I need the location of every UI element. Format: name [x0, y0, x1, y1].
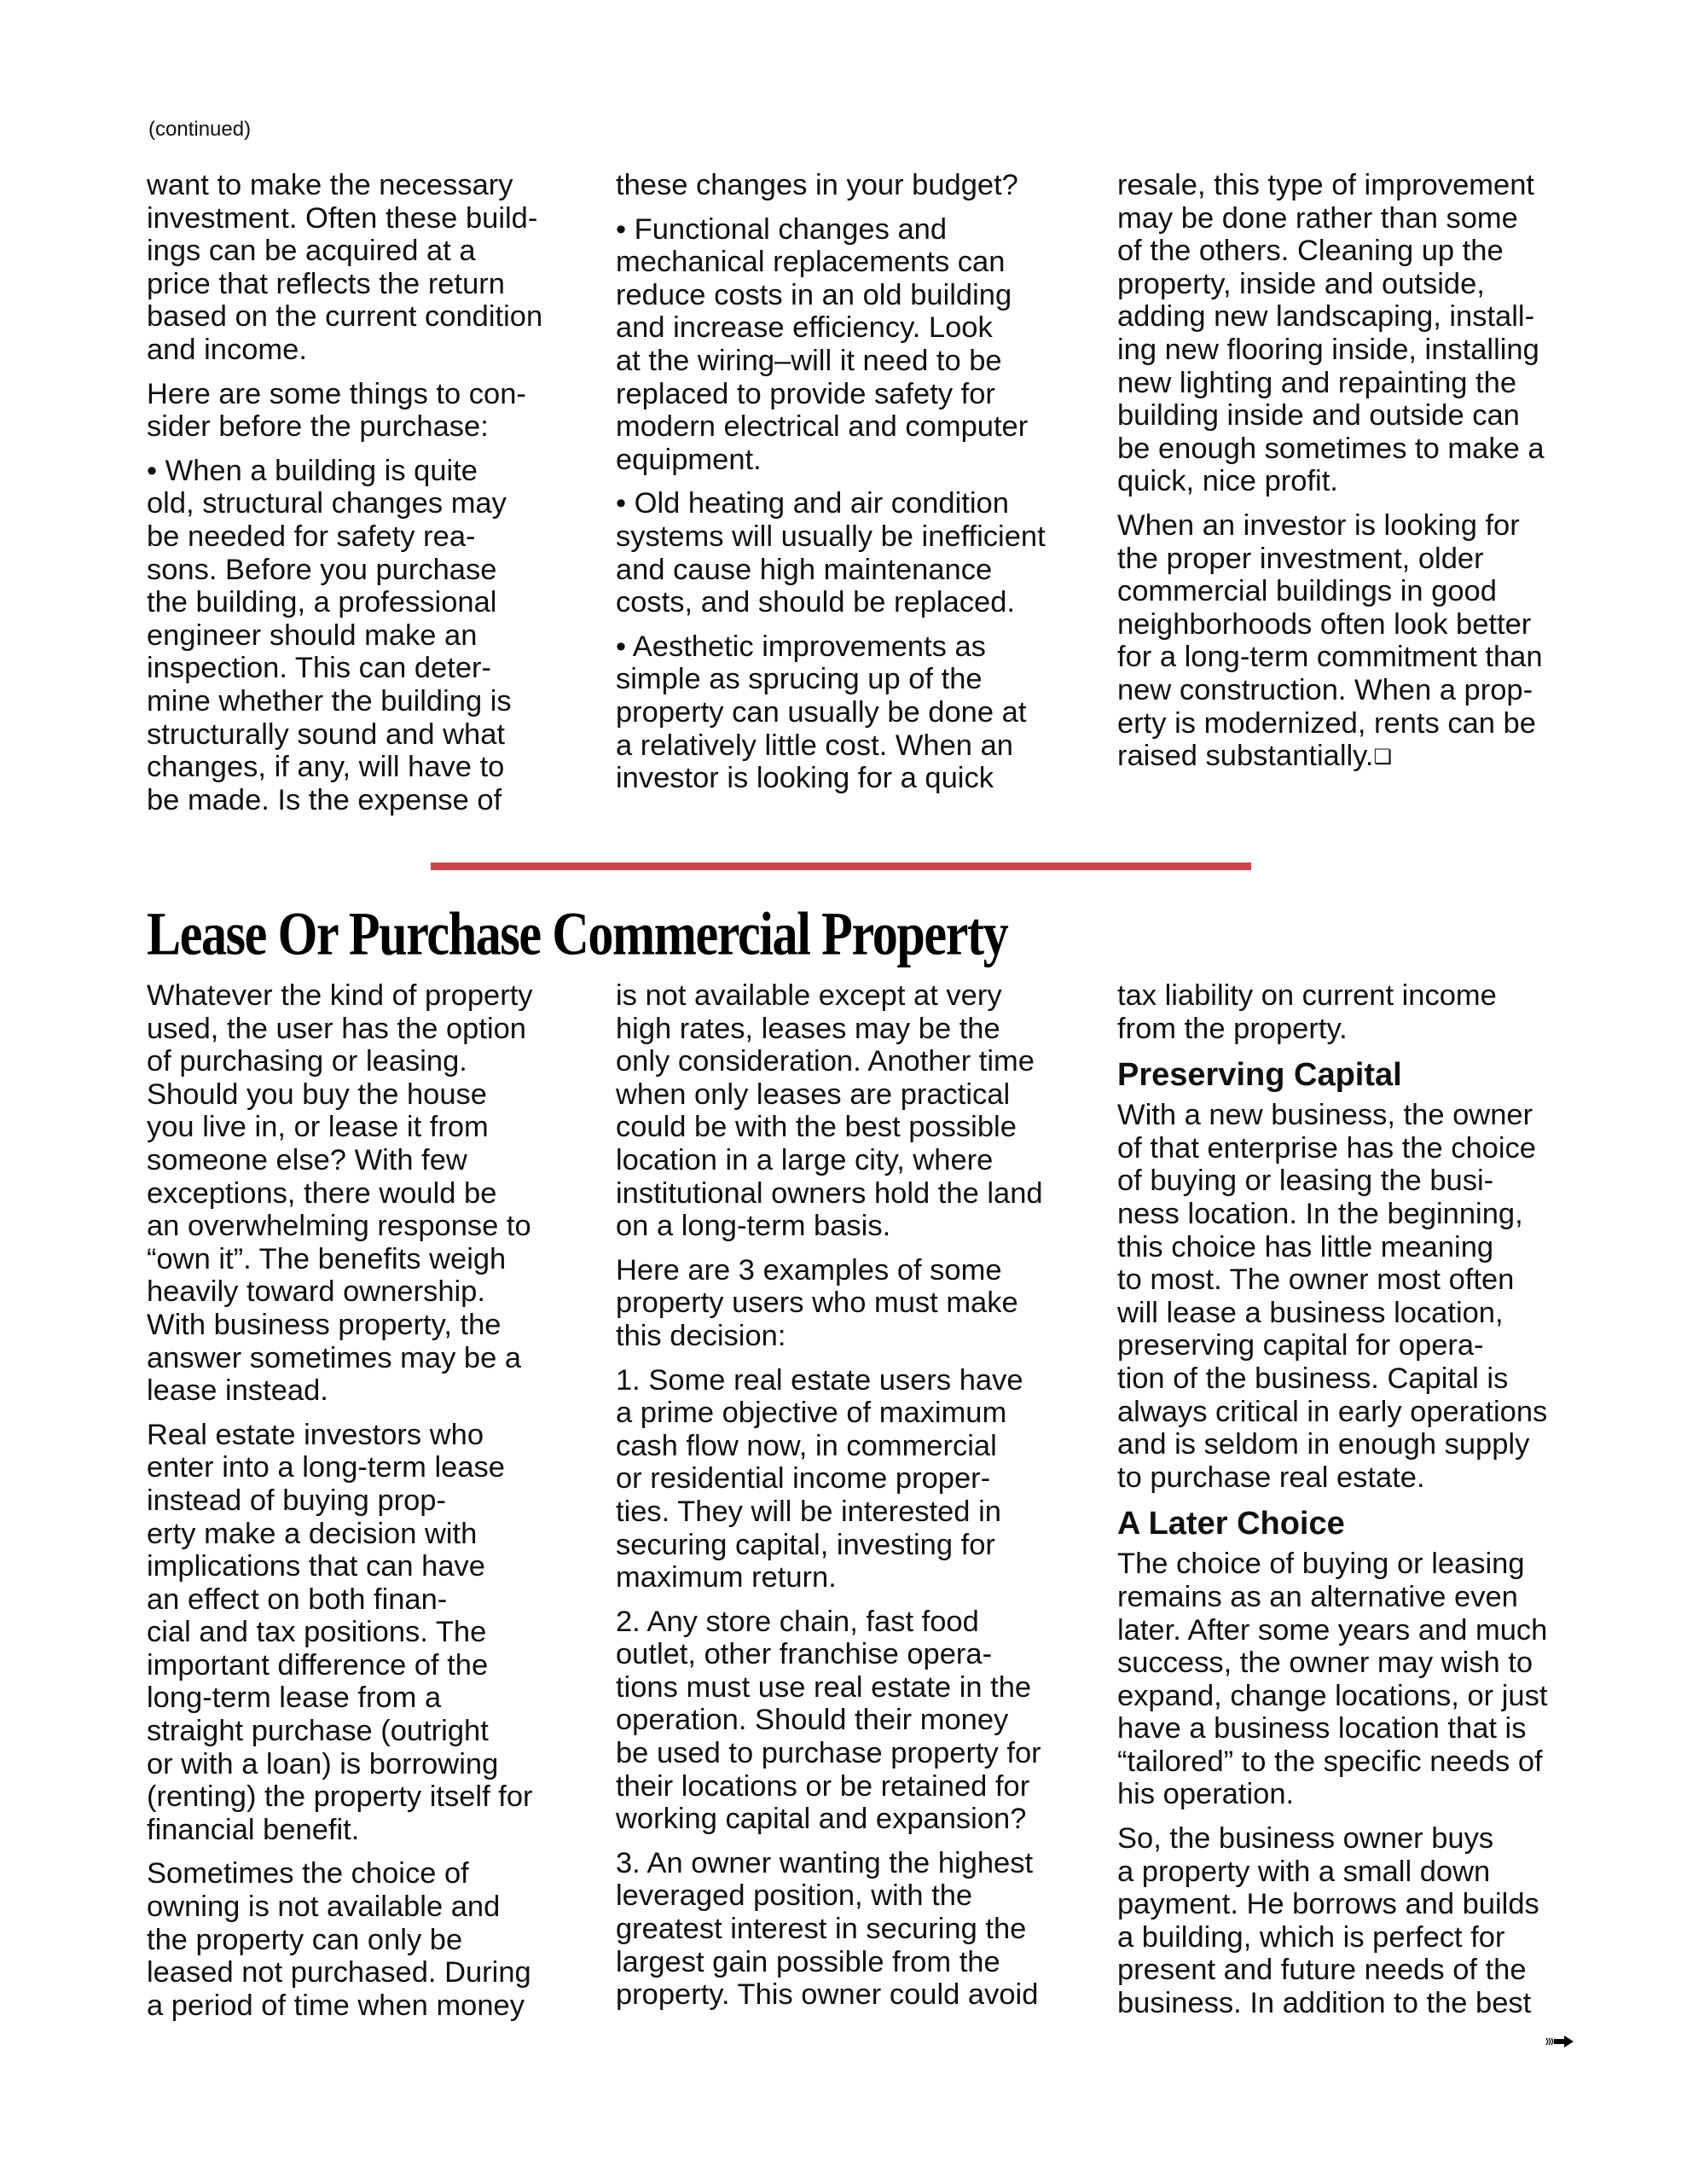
subheading-a-later-choice: A Later Choice	[1117, 1506, 1345, 1542]
paragraph: With a new business, the owner of that enterprise has the choice of buying or leasing the busi- ness location. In the beginning, this choice has little meaning to most. The owner most often will lease a business location, preserving capital for opera- tion of the business. Capital is always critical in early operations and is seldom in enough supply to purchase real estate.	[1117, 1099, 1548, 1494]
paragraph: tax liability on current income from the property.	[1117, 979, 1497, 1045]
paragraph: The choice of buying or leasing remains as an alternative even later. After some years and much success, the owner may wish to expand, change locations, or just have a business location that is “tailored” to the specific needs of his operation.	[1117, 1548, 1548, 1811]
end-mark-icon: ❏	[1373, 746, 1392, 770]
article-column-3	[1117, 979, 1578, 2031]
top-column-2	[616, 169, 1076, 806]
paragraph: • Functional changes and mechanical replacements can reduce costs in an old building and increase efficiency. Look at the wiring–will it need to be replaced to provide safety for modern electrical and computer equipment.	[616, 212, 1029, 476]
continued-label: (continued)	[148, 118, 252, 141]
paragraph-text: When an investor is looking for the proper investment, older commercial buildings in good neighborhoods often look better for a long-term commitment than new construction. When a prop- erty is modernized, rents can be raised substantially.	[1117, 508, 1543, 773]
paragraph: So, the business owner buys a property with a small down payment. He borrows and builds a building, which is perfect for present and future needs of the business. In addition to the best	[1117, 1822, 1539, 2020]
top-column-3	[1117, 169, 1578, 786]
paragraph: resale, this type of improvement may be done rather than some of the others. Cleaning up the property, inside and outside, adding new landscaping, install- ing new flooring inside, installing new lighting and repainting the building inside and outside can be enough sometimes to make a quick, nice profit.	[1117, 169, 1545, 498]
paragraph: Real estate investors who enter into a long-term lease instead of buying prop- erty make a decision with implications that can have an effect on both finan- cial and tax positions. The important difference of the long-term lease from a straight purchase (outright or with a loan) is borrowing (renting) the property itself for financial benefit.	[147, 1418, 533, 1846]
article-title: Lease Or Purchase Commercial Property	[147, 899, 1008, 967]
top-column-1	[147, 169, 607, 828]
paragraph: • Old heating and air condition systems will usually be inefficient and cause high maintenance costs, and should be replaced.	[616, 487, 1046, 619]
paragraph: Whatever the kind of property used, the user has the option of purchasing or leasing. Should you buy the house you live in, or lease it from someone else? With few exceptions, there would be an overwhelming response to “own it”. The benefits weigh heavily toward ownership. With business property, the answer sometimes may be a lease instead.	[147, 979, 533, 1408]
paragraph: these changes in your budget?	[616, 169, 1018, 201]
paragraph: 3. An owner wanting the highest leveraged position, with the greatest interest in securing the largest gain possible from the property. This owner could avoid	[616, 1846, 1039, 2012]
arrow-right-icon	[1545, 2030, 1574, 2054]
paragraph: • Aesthetic improvements as simple as sprucing up of the property can usually be done at a relatively little cost. When an investor is looking for a quick	[616, 630, 1027, 795]
paragraph: • When a building is quite old, structural changes may be needed for safety rea- sons. Before you purchase the building, a professional engineer should make an inspection. This can deter- mine whether the building is structurally sound and what changes, if any, will have to be made. Is the expense of	[147, 454, 512, 816]
paragraph: 2. Any store chain, fast food outlet, other franchise opera- tions must use real estate in the operation. Should their money be used to purchase property for their locations or be retained for working capital and expansion?	[616, 1605, 1041, 1836]
paragraph: Here are 3 examples of some property users who must make this decision:	[616, 1253, 1018, 1352]
paragraph: is not available except at very high rates, leases may be the only consideration. Another time when only leases are practical could be with the best possible location in a large city, where institutional owners hold the land on a long-term basis.	[616, 979, 1043, 1243]
paragraph: Here are some things to con- sider before the purchase:	[147, 377, 526, 444]
article-column-1	[147, 979, 607, 2033]
article-column-2	[616, 979, 1076, 2023]
section-divider	[431, 863, 1251, 870]
paragraph: 1. Some real estate users have a prime objective of maximum cash flow now, in commercial or residential income proper- ties. They will be interested in securing capital, investing for maximum return.	[616, 1363, 1023, 1594]
paragraph: want to make the necessary investment. Often these build- ings can be acquired at a price that reflects the return based on the current condition and income.	[147, 169, 543, 366]
paragraph	[1117, 509, 1578, 775]
paragraph: Sometimes the choice of owning is not available and the property can only be leased not purchased. During a period of time when money	[147, 1857, 531, 2022]
subheading-preserving-capital: Preserving Capital	[1117, 1057, 1402, 1094]
